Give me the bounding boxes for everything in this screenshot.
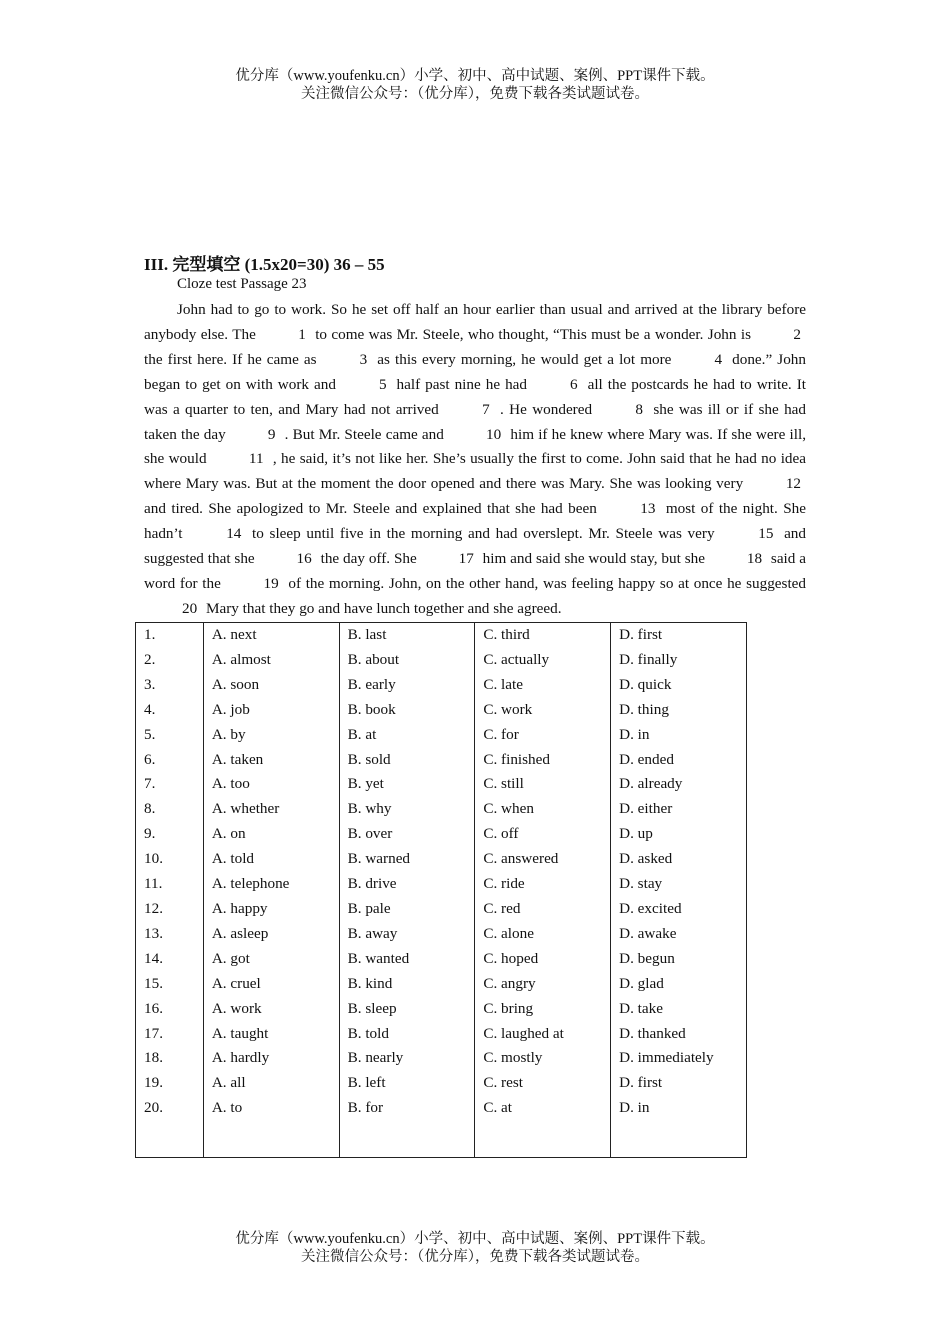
option-c: C. when [475, 797, 611, 822]
option-d: D. in [611, 1096, 747, 1121]
option-row [136, 947, 747, 972]
blank-19: 19 [263, 574, 279, 592]
option-d: D. already [611, 772, 747, 797]
passage-paragraph [144, 298, 806, 622]
option-b: B. over [339, 822, 475, 847]
option-a: A. soon [203, 673, 339, 698]
passage-text: and tired. She apologized to Mr. Steele and explained that she had been [144, 500, 603, 518]
option-d: D. immediately [611, 1046, 747, 1071]
empty-cell [203, 1121, 339, 1158]
option-row [136, 1096, 747, 1121]
option-d: D. excited [611, 897, 747, 922]
option-row [136, 1022, 747, 1047]
passage-text: . He wondered [494, 400, 598, 418]
option-d: D. quick [611, 673, 747, 698]
option-row [136, 897, 747, 922]
blank-2: 2 [793, 325, 801, 343]
blank-13: 13 [640, 500, 656, 518]
question-number: 18. [136, 1046, 204, 1071]
empty-cell [475, 1121, 611, 1158]
passage-text: of the morning. John, on the other hand, was feeling happy so at once he suggested [283, 574, 806, 592]
option-b: B. nearly [339, 1046, 475, 1071]
option-b: B. away [339, 922, 475, 947]
blank-17: 17 [458, 550, 474, 568]
option-a: A. taken [203, 748, 339, 773]
question-number: 4. [136, 698, 204, 723]
passage-text: she was ill or if she had taken the day [144, 400, 807, 443]
options-table-body [136, 623, 747, 1158]
question-number: 16. [136, 997, 204, 1022]
section-title: III. 完型填空 (1.5x20=30) 36 – 55 [144, 255, 385, 274]
passage-text: the first here. If he came as [144, 350, 322, 368]
question-number: 1. [136, 623, 204, 648]
option-a: A. job [203, 698, 339, 723]
option-row [136, 623, 747, 648]
option-c: C. for [475, 723, 611, 748]
blank-10: 10 [486, 425, 502, 443]
cloze-passage [144, 298, 806, 622]
passage-text: him and said she would stay, but she [478, 550, 709, 568]
option-b: B. early [339, 673, 475, 698]
option-row [136, 847, 747, 872]
option-b: B. told [339, 1022, 475, 1047]
option-row [136, 673, 747, 698]
question-number: 19. [136, 1071, 204, 1096]
passage-text: as this every morning, he would get a lot more [372, 350, 677, 368]
option-row [136, 922, 747, 947]
option-d: D. thanked [611, 1022, 747, 1047]
blank-12: 12 [785, 475, 801, 493]
empty-cell [339, 1121, 475, 1158]
option-a: A. almost [203, 648, 339, 673]
question-number: 11. [136, 872, 204, 897]
option-b: B. kind [339, 972, 475, 997]
option-d: D. first [611, 623, 747, 648]
option-b: B. last [339, 623, 475, 648]
option-c: C. ride [475, 872, 611, 897]
option-d: D. awake [611, 922, 747, 947]
option-row [136, 723, 747, 748]
option-a: A. telephone [203, 872, 339, 897]
option-b: B. book [339, 698, 475, 723]
question-number: 2. [136, 648, 204, 673]
option-a: A. taught [203, 1022, 339, 1047]
passage-text: him if he knew where Mary was. If she were ill, she would [144, 425, 806, 468]
blank-14: 14 [226, 525, 242, 543]
option-row [136, 1046, 747, 1071]
question-number: 7. [136, 772, 204, 797]
page-header [0, 67, 950, 103]
passage-text: to come was Mr. Steele, who thought, “This must be a wonder. John is [310, 325, 756, 343]
option-d: D. finally [611, 648, 747, 673]
option-row [136, 997, 747, 1022]
header-line-2: 关注微信公众号：（优分库），免费下载各类试题试卷。 [301, 86, 649, 102]
option-d: D. in [611, 723, 747, 748]
blank-16: 16 [296, 550, 312, 568]
question-number: 5. [136, 723, 204, 748]
empty-cell [611, 1121, 747, 1158]
passage-text: and suggested that she [144, 525, 806, 568]
option-b: B. wanted [339, 947, 475, 972]
option-row [136, 822, 747, 847]
page-footer [0, 1230, 950, 1266]
option-a: A. all [203, 1071, 339, 1096]
passage-label: Cloze test Passage 23 [177, 276, 307, 292]
passage-text: , he said, it’s not like her. She’s usually the first to come. John said that he had no idea where Mary was. But at the moment the door opened and there was Mary. She was looking very [144, 450, 806, 493]
blank-7: 7 [482, 400, 490, 418]
option-c: C. laughed at [475, 1022, 611, 1047]
option-row [136, 1071, 747, 1096]
question-number: 10. [136, 847, 204, 872]
blank-3: 3 [359, 350, 368, 368]
option-b: B. pale [339, 897, 475, 922]
option-a: A. told [203, 847, 339, 872]
option-b: B. why [339, 797, 475, 822]
option-a: A. next [203, 623, 339, 648]
option-b: B. warned [339, 847, 475, 872]
option-b: B. sleep [339, 997, 475, 1022]
question-number: 13. [136, 922, 204, 947]
option-a: A. to [203, 1096, 339, 1121]
option-d: D. up [611, 822, 747, 847]
option-row [136, 748, 747, 773]
option-b: B. drive [339, 872, 475, 897]
options-table [135, 622, 747, 1158]
option-d: D. begun [611, 947, 747, 972]
question-number: 6. [136, 748, 204, 773]
option-b: B. sold [339, 748, 475, 773]
option-a: A. cruel [203, 972, 339, 997]
question-number: 9. [136, 822, 204, 847]
blank-11: 11 [248, 450, 264, 468]
option-a: A. hardly [203, 1046, 339, 1071]
option-c: C. mostly [475, 1046, 611, 1071]
blank-5: 5 [378, 375, 387, 393]
option-c: C. bring [475, 997, 611, 1022]
option-a: A. too [203, 772, 339, 797]
option-c: C. work [475, 698, 611, 723]
empty-cell [136, 1121, 204, 1158]
question-number: 20. [136, 1096, 204, 1121]
option-b: B. for [339, 1096, 475, 1121]
blank-6: 6 [570, 375, 578, 393]
option-c: C. late [475, 673, 611, 698]
option-c: C. angry [475, 972, 611, 997]
option-d: D. take [611, 997, 747, 1022]
option-row [136, 972, 747, 997]
passage-text: . But Mr. Steele came and [280, 425, 449, 443]
option-c: C. third [475, 623, 611, 648]
option-a: A. asleep [203, 922, 339, 947]
option-a: A. on [203, 822, 339, 847]
option-c: C. hoped [475, 947, 611, 972]
option-d: D. stay [611, 872, 747, 897]
passage-text: to sleep until five in the morning and had overslept. Mr. Steele was very [246, 525, 721, 543]
passage-text: said a word for the [144, 550, 806, 592]
passage-text: the day off. She [316, 550, 421, 568]
option-b: B. left [339, 1071, 475, 1096]
question-number: 3. [136, 673, 204, 698]
option-a: A. work [203, 997, 339, 1022]
question-number: 8. [136, 797, 204, 822]
option-c: C. rest [475, 1071, 611, 1096]
option-c: C. answered [475, 847, 611, 872]
option-a: A. whether [203, 797, 339, 822]
blank-4: 4 [714, 350, 723, 368]
option-d: D. first [611, 1071, 747, 1096]
question-number: 14. [136, 947, 204, 972]
option-a: A. got [203, 947, 339, 972]
question-number: 17. [136, 1022, 204, 1047]
blank-8: 8 [635, 400, 644, 418]
passage-text: all the postcards he had to write. It was a quarter to ten, and Mary had not arrived [144, 375, 807, 418]
blank-9: 9 [267, 425, 276, 443]
passage-text: half past nine he had [391, 375, 532, 393]
option-d: D. asked [611, 847, 747, 872]
option-d: D. thing [611, 698, 747, 723]
option-c: C. alone [475, 922, 611, 947]
header-line-1: 优分库（www.youfenku.cn）小学、初中、高中试题、案例、PPT课件下载。 [235, 68, 715, 84]
passage-text: done.” John began to get on with work and [144, 350, 806, 393]
option-c: C. off [475, 822, 611, 847]
option-row [136, 698, 747, 723]
option-b: B. yet [339, 772, 475, 797]
option-c: C. at [475, 1096, 611, 1121]
option-d: D. glad [611, 972, 747, 997]
option-c: C. still [475, 772, 611, 797]
footer-line-1: 优分库（www.youfenku.cn）小学、初中、高中试题、案例、PPT课件下载。 [235, 1231, 715, 1247]
option-a: A. by [203, 723, 339, 748]
question-number: 15. [136, 972, 204, 997]
option-row [136, 648, 747, 673]
passage-text: John had to go to work. So he set off half an hour earlier than usual and arrived at the library before anybody else. The [144, 301, 806, 343]
option-a: A. happy [203, 897, 339, 922]
blank-20: 20 [182, 599, 198, 617]
blank-1: 1 [298, 325, 306, 343]
footer-line-2: 关注微信公众号：（优分库），免费下载各类试题试卷。 [301, 1249, 649, 1265]
option-b: B. about [339, 648, 475, 673]
empty-row [136, 1121, 747, 1158]
option-row [136, 872, 747, 897]
question-number: 12. [136, 897, 204, 922]
option-row [136, 797, 747, 822]
blank-15: 15 [758, 525, 774, 543]
option-d: D. either [611, 797, 747, 822]
option-c: C. actually [475, 648, 611, 673]
option-b: B. at [339, 723, 475, 748]
option-d: D. ended [611, 748, 747, 773]
passage-text: most of the night. She hadn’t [144, 500, 806, 543]
passage-text: Mary that they go and have lunch together and she agreed. [202, 599, 562, 617]
option-c: C. finished [475, 748, 611, 773]
blank-18: 18 [746, 550, 763, 568]
option-c: C. red [475, 897, 611, 922]
option-row [136, 772, 747, 797]
